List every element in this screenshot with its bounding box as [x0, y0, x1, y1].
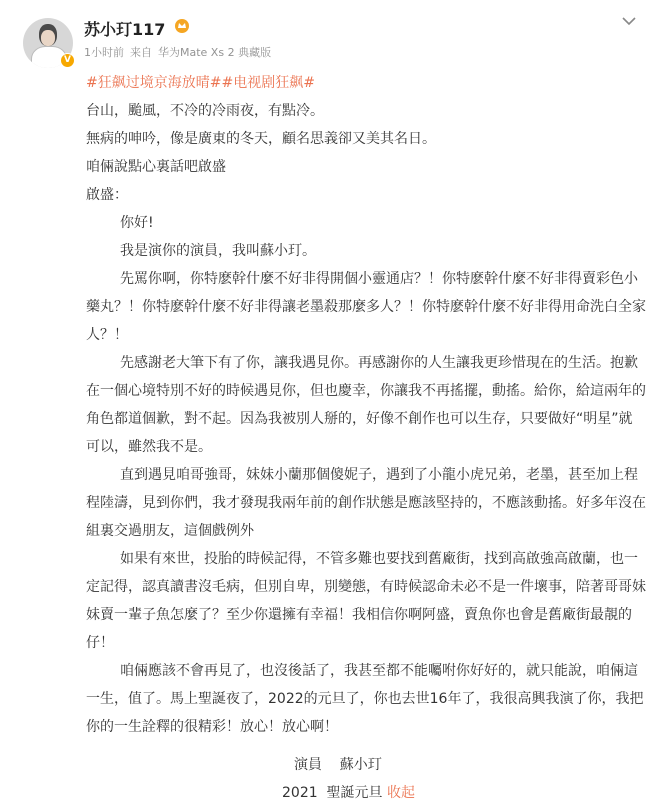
greeting-line: 我是演你的演員，我叫蘇小玎。 — [120, 243, 316, 259]
letter-paragraph: 如果有來世，投胎的時候記得，不管多難也要找到舊廠街，找到高啟強高啟蘭，也一定記得，認真讀書沒毛病，但別自卑，別變態，有時候認命未必不是一件壞事，陪著哥哥妹妹賣一輩子魚怎麼了？至少你還擁有幸福！我相信你啊阿盛，賣魚你也會是舊廠街最靚的仔！ — [86, 551, 646, 651]
signature-line — [86, 779, 646, 807]
hashtag-link[interactable]: #狂飙过境京海放晴# — [86, 75, 222, 91]
hashtags — [86, 69, 646, 97]
post-meta — [84, 44, 277, 60]
post-time: 1小时前 — [84, 46, 124, 59]
post-body — [86, 69, 646, 807]
intro-line: 咱倆說點心裏話吧啟盛 — [86, 159, 226, 175]
intro-line: 啟盛： — [86, 187, 128, 203]
collapse-link[interactable]: 收起 — [386, 785, 415, 801]
letter-paragraph: 直到遇見咱哥強哥，妹妹小蘭那個傻妮子，遇到了小龍小虎兄弟，老墨，甚至加上程程陸濤，見到你們，我才發現我兩年前的創作狀態是應該堅持的，不應該動搖。好多年沒在組裏交過朋友，這個戲例外 — [86, 467, 646, 539]
signature-line: 演員 蘇小玎 — [294, 757, 382, 773]
source-prefix: 来自 — [130, 46, 152, 59]
greeting-line: 你好! — [120, 215, 154, 231]
device-source[interactable]: 华为Mate Xs 2 典藏版 — [158, 46, 272, 59]
intro-line: 台山，颱風，不冷的冷雨夜，有點冷。 — [86, 103, 324, 119]
intro-line: 無病的呻吟，像是廣東的冬天，顧名思義卻又美其名日。 — [86, 131, 436, 147]
verified-badge-icon: V — [60, 53, 75, 68]
username[interactable]: 苏小玎117 — [84, 20, 166, 39]
more-chevron-icon[interactable] — [620, 14, 638, 28]
letter-paragraph: 先感謝老大筆下有了你，讓我遇見你。再感謝你的人生讓我更珍惜現在的生活。抱歉在一個心境特別不好的時候遇見你，但也慶幸，你讓我不再搖擺，動搖。給你，給這兩年的角色都道個歉，對不起。因為我被別人掰的，好像不創作也可以生存，只要做好“明星”就可以，雖然我不是。 — [86, 355, 646, 455]
hashtag-link[interactable]: #电视剧狂飙# — [221, 75, 315, 91]
letter-paragraph: 先罵你啊，你特麽幹什麼不好非得開個小靈通店？！你特麽幹什麼不好非得賣彩色小藥丸？！你特麽幹什麼不好非得讓老墨殺那麼多人？！你特麽幹什麼不好非得用命洗白全家人？！ — [86, 271, 646, 343]
level-crown-icon — [174, 18, 190, 34]
letter-paragraph: 咱倆應該不會再見了，也沒後話了，我甚至都不能囑咐你好好的，就只能說，咱倆這一生，值了。馬上聖誕夜了，2022的元旦了，你也去世16年了，我很高興我演了你，我把你的一生詮釋的很精彩！放心！放心啊！ — [86, 663, 644, 735]
signature-date: 2021 聖誕元旦 — [282, 785, 383, 801]
